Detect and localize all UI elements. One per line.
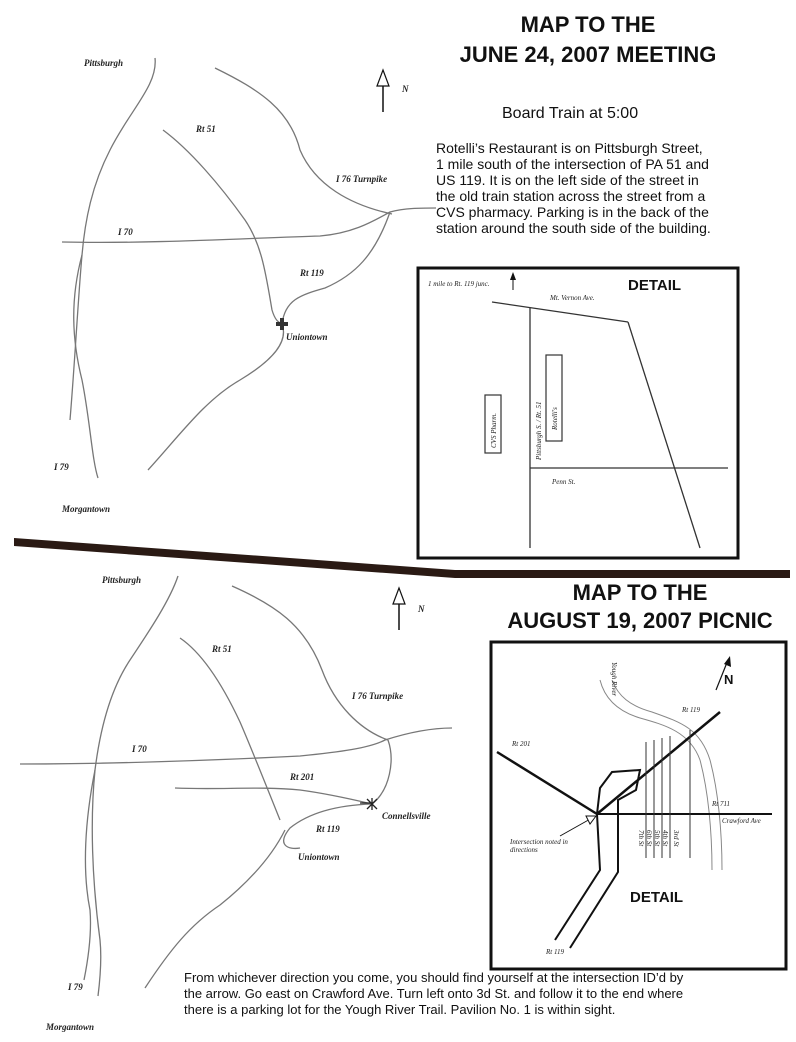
picnic-directions: [184, 970, 788, 1018]
label-i70: I 70: [118, 227, 133, 237]
meeting-detail-map: [418, 268, 738, 558]
meeting-detail-title: DETAIL: [628, 277, 682, 294]
label-penn-st: Penn St.: [552, 478, 576, 486]
road-rt51: [163, 130, 282, 324]
meeting-detail-note: 1 mile to Rt. 119 junc.: [428, 280, 490, 288]
meeting-directions-line: 1 mile south of the intersection of PA 51 and: [436, 156, 709, 172]
label-i79: I 79: [68, 982, 83, 992]
picnic-detail-frame: [491, 642, 786, 969]
road-south: [145, 830, 285, 988]
road-i79: [70, 58, 155, 420]
label-i76: I 76 Turnpike: [352, 691, 404, 701]
picnic-detail-title: DETAIL: [630, 889, 684, 906]
label-street-3rd: 3rd St: [672, 830, 680, 847]
label-rt119-bottom: Rt 119: [546, 948, 564, 956]
label-connellsville: Connellsville: [382, 811, 431, 821]
meeting-directions-line: CVS pharmacy. Parking is in the back of the: [436, 204, 709, 220]
road-rt51: [180, 638, 280, 820]
label-i76: I 76 Turnpike: [336, 174, 388, 184]
north-arrow-icon: [393, 588, 405, 630]
meeting-directions-line: Rotelli’s Restaurant is on Pittsburgh Street,: [436, 140, 703, 156]
label-mt-vernon: Mt. Vernon Ave.: [550, 294, 595, 302]
label-rt201: Rt 201: [512, 740, 531, 748]
road-i76: [215, 68, 392, 214]
label-rt119-top: Rt 119: [682, 706, 700, 714]
label-street-4th: 4th St: [661, 830, 669, 847]
label-rotellis: Rotelli's: [551, 407, 559, 430]
label-morgantown: Morgantown: [62, 504, 111, 514]
north-label: N: [402, 84, 409, 94]
road-rt119-south: [148, 324, 284, 470]
label-cvs: CVS Pharm.: [490, 413, 498, 448]
meeting-subtitle: Board Train at 5:00: [502, 105, 639, 122]
label-yough-river: Yough River: [610, 662, 618, 697]
road-rt119-north: [372, 740, 391, 804]
label-rt119: Rt 119: [316, 824, 340, 834]
road-west: [74, 255, 98, 478]
label-i79: I 79: [54, 462, 69, 472]
north-label: N: [418, 604, 425, 614]
picnic-title-line1: MAP TO THE: [572, 580, 708, 605]
road-rt119-north: [282, 212, 390, 324]
label-intersection-note-1: Intersection noted in: [510, 838, 568, 846]
road-rt201: [175, 788, 372, 804]
picnic-directions-line: there is a parking lot for the Yough River Trail. Pavilion No. 1 is within sight.: [184, 1002, 616, 1017]
label-morgantown: Morgantown: [46, 1022, 95, 1032]
label-rt201: Rt 201: [290, 772, 315, 782]
meeting-directions-line: the old train station across the street from a: [436, 188, 706, 204]
picnic-regional-map: [20, 575, 452, 1032]
label-rt51: Rt 51: [196, 124, 216, 134]
north-arrow-icon: [377, 70, 389, 112]
label-pittsburgh-st: Pittsburgh S. / Rt. 51: [535, 401, 543, 460]
picnic-directions-line: From whichever direction you come, you should find yourself at the intersection ID’d by: [184, 970, 684, 985]
road-i79: [92, 576, 178, 996]
label-uniontown: Uniontown: [298, 852, 340, 862]
meeting-directions-line: US 119. It is on the left side of the street in: [436, 172, 699, 188]
meeting-title-line1: MAP TO THE: [520, 12, 656, 37]
label-uniontown: Uniontown: [286, 332, 328, 342]
label-intersection-note-2: directions: [510, 846, 538, 854]
label-street-5th: 5th St: [653, 830, 661, 847]
detail-north-label: N: [724, 672, 734, 687]
meeting-directions-line: station around the south side of the building.: [436, 220, 711, 236]
label-pittsburgh: Pittsburgh: [102, 575, 142, 585]
picnic-detail-map: [491, 642, 786, 969]
label-rt711: Rt 711: [712, 800, 730, 808]
meeting-title-line2: JUNE 24, 2007 MEETING: [459, 42, 717, 67]
label-street-7th: 7th St: [637, 830, 645, 847]
road-i70: [20, 728, 452, 764]
label-rt119: Rt 119: [300, 268, 324, 278]
label-i70: I 70: [132, 744, 147, 754]
road-i76: [232, 586, 388, 740]
meeting-regional-map: [53, 58, 436, 514]
label-pittsburgh: Pittsburgh: [84, 58, 124, 68]
picnic-directions-line: the arrow. Go east on Crawford Ave. Turn left onto 3d St. and follow it to the end where: [184, 986, 684, 1001]
label-crawford: Crawford Ave: [722, 817, 761, 825]
label-street-6th: 6th St: [645, 830, 653, 847]
picnic-title-line2: AUGUST 19, 2007 PICNIC: [507, 608, 773, 633]
label-rt51: Rt 51: [212, 644, 232, 654]
uniontown-marker-icon: [276, 318, 288, 330]
